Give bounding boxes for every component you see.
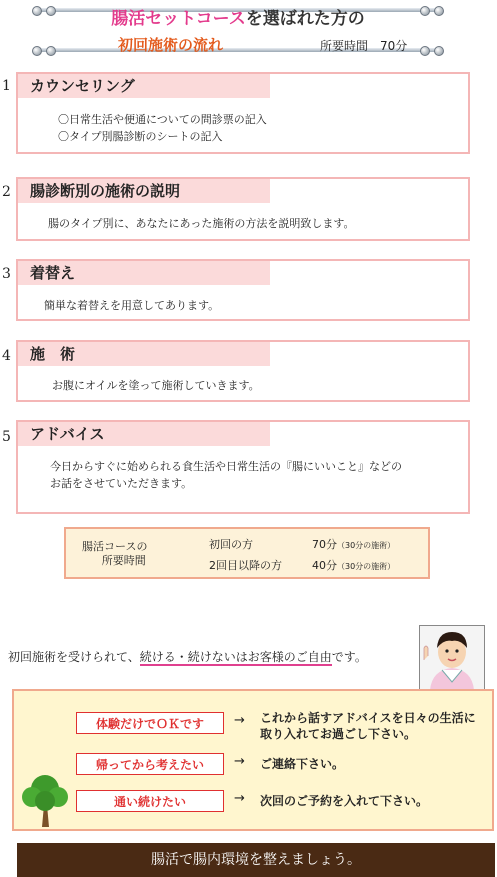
step-body (52, 377, 260, 394)
step-title: 着替え (18, 261, 270, 285)
title-highlight: 腸活セットコース (111, 9, 246, 29)
step-card-treatment (16, 340, 470, 402)
step-number: 5 (2, 429, 11, 445)
step-body (58, 111, 267, 145)
choices-panel (12, 689, 494, 831)
page-header (38, 2, 438, 58)
summary-time (312, 536, 395, 552)
footer-banner: 腸活で腸内環境を整えましょう。 (17, 843, 495, 877)
step-number: 2 (2, 184, 11, 200)
step-card-explanation (16, 177, 470, 241)
choice-trial-only-button[interactable]: 体験だけでＯＫです (76, 712, 224, 734)
step-line: 〇日常生活や便通についての問診票の記入 (58, 113, 267, 126)
step-body (44, 297, 219, 314)
step-number: 1 (2, 78, 11, 94)
step-body (50, 458, 402, 492)
arrow-icon: → (234, 791, 245, 806)
choice-continue-button[interactable]: 通い続けたい (76, 790, 224, 812)
choice-text: ご連絡下さい。 (260, 757, 345, 771)
summary-visit: 2回目以降の方 (209, 559, 282, 572)
step-body (48, 215, 354, 232)
step-line: 簡単な着替えを用意してあります。 (44, 299, 220, 312)
summary-time-note: （30分の施術） (337, 541, 396, 550)
total-duration: 所要時間 70分 (320, 39, 408, 53)
step-card-advice (16, 420, 470, 514)
step-line: お話をさせていただきます。 (50, 477, 193, 490)
step-number: 4 (2, 348, 11, 364)
bolt-icon (32, 46, 42, 56)
bolt-icon (434, 46, 444, 56)
woman-avatar-icon (419, 625, 485, 691)
page-title (38, 4, 438, 29)
duration-summary-box (64, 527, 430, 579)
summary-time-value: 40分 (312, 559, 337, 572)
summary-visit: 初回の方 (209, 538, 253, 551)
choice-think-later-button[interactable]: 帰ってから考えたい (76, 753, 224, 775)
freedom-after: です。 (331, 650, 367, 664)
summary-label (82, 540, 147, 568)
step-title: カウンセリング (18, 74, 270, 98)
step-card-counseling (16, 72, 470, 154)
summary-label-line: 腸活コースの (82, 540, 148, 553)
title-rest: を選ばれた方の (245, 9, 365, 29)
summary-time-note: （30分の施術） (337, 562, 396, 571)
step-card-changing (16, 259, 470, 321)
choice-text: 次回のご予約を入れて下さい。 (260, 794, 429, 808)
arrow-icon: → (234, 754, 245, 769)
freedom-before: 初回施術を受けられて、 (8, 650, 140, 664)
bolt-icon (420, 46, 430, 56)
summary-label-line: 所要時間 (101, 554, 146, 567)
step-line: 〇タイプ別腸診断のシートの記入 (58, 130, 223, 143)
freedom-note (8, 648, 367, 665)
tree-icon (18, 769, 72, 829)
bolt-icon (46, 46, 56, 56)
page-subtitle: 初回施術の流れ (118, 36, 224, 54)
arrow-icon: → (234, 713, 245, 728)
step-title: 施 術 (18, 342, 270, 366)
summary-time-value: 70分 (312, 538, 337, 551)
choice-text: これから話すアドバイスを日々の生活に取り入れてお過ごし下さい。 (260, 711, 476, 741)
summary-time (312, 557, 395, 573)
freedom-underline: 続ける・続けないはお客様のご自由 (139, 650, 332, 664)
step-title: アドバイス (18, 422, 270, 446)
step-number: 3 (2, 266, 11, 282)
step-line: 腸のタイプ別に、あなたにあった施術の方法を説明致します。 (48, 217, 355, 230)
step-line: お腹にオイルを塗って施術していきます。 (52, 379, 260, 392)
step-line: 今日からすぐに始められる食生活や日常生活の『腸にいいこと』などの (50, 460, 402, 473)
step-title: 腸診断別の施術の説明 (18, 179, 270, 203)
